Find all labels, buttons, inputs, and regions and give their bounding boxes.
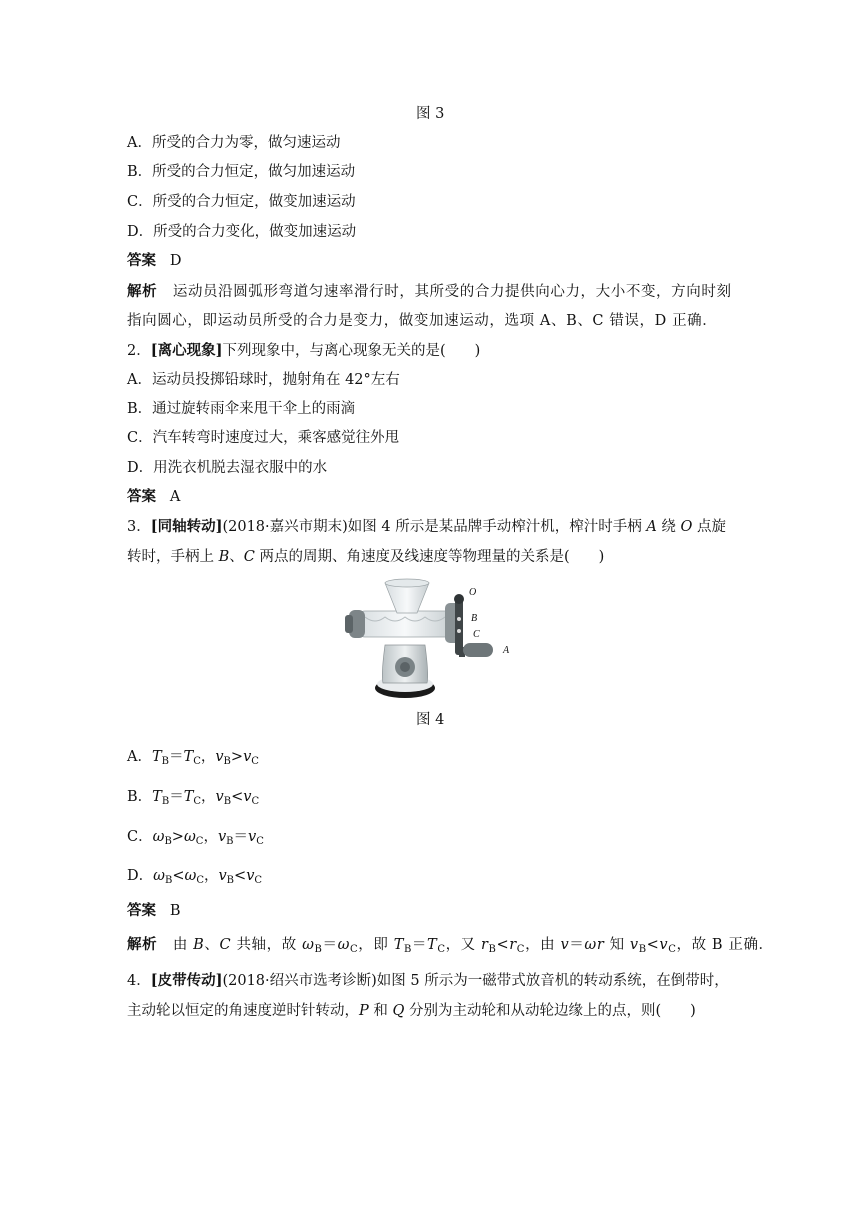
analysis-label: 解析 [127, 936, 158, 953]
sub: C [516, 944, 526, 955]
sym: r [481, 937, 489, 953]
sym: v [560, 937, 570, 953]
var-b: B [218, 549, 230, 565]
q3-stem-line1 [127, 517, 726, 537]
sym: T [152, 789, 162, 805]
q3-option-d [127, 866, 262, 886]
q3-tag: [同轴转动] [150, 518, 223, 535]
an-text: 由 [172, 937, 194, 953]
sub: B [223, 796, 232, 807]
op: ＝ [322, 937, 338, 953]
sub: B [164, 875, 173, 886]
sep: ， [201, 789, 216, 805]
sub: B [164, 836, 172, 847]
op: < [646, 937, 660, 953]
sym: v [218, 868, 227, 884]
sym: v [629, 937, 639, 953]
sub: B [314, 944, 323, 955]
answer-value: D [169, 253, 182, 269]
sep: ， [200, 749, 216, 765]
sym: ω [302, 937, 315, 953]
an-text: ，故 B 正确． [676, 937, 774, 953]
sub: B [403, 944, 412, 955]
sep: ， [203, 868, 219, 884]
op: < [496, 937, 510, 953]
op: < [231, 789, 244, 805]
an-text: ，又 [445, 937, 481, 953]
pivot-o [454, 594, 464, 604]
sub: B [161, 756, 170, 767]
q3-stem-text: 点旋 [692, 519, 727, 535]
sym: v [248, 829, 257, 845]
sub: B [223, 756, 231, 767]
var-a: A [646, 519, 657, 535]
option-letter: C． [127, 829, 153, 845]
q1-analysis-line1 [127, 282, 732, 302]
q2-option-a: A．运动员投掷铅球时，抛射角在 42°左右 [127, 372, 400, 388]
q1-option-d: D．所受的合力变化，做变加速运动 [127, 224, 357, 240]
answer-value: A [169, 489, 181, 505]
q3-option-b [127, 787, 259, 807]
label-c: C [473, 629, 480, 640]
q1-option-b: B．所受的合力恒定，做匀加速运动 [127, 164, 356, 180]
sub: B [226, 836, 234, 847]
sub: C [251, 756, 259, 767]
sym: T [183, 749, 194, 765]
sub: B [226, 875, 235, 886]
q3-stem-text: 两点的周期、角速度及线速度等物理量的关系是( ) [254, 549, 605, 565]
figure-3-caption: 图 3 [416, 106, 445, 122]
q2-option-d: D．用洗衣机脱去湿衣服中的水 [127, 460, 328, 476]
op: > [171, 829, 184, 845]
option-letter: B． [127, 789, 153, 805]
sub: C [668, 944, 677, 955]
label-o: O [469, 587, 477, 598]
q2-stem [127, 341, 480, 361]
option-letter: A． [127, 749, 152, 765]
op: ＝ [233, 829, 248, 845]
q4-stem-text: 分别为主动轮和从动轮边缘上的点，则( ) [404, 1003, 696, 1019]
q4-stem-line2 [127, 1001, 696, 1021]
sym: T [183, 789, 194, 805]
q4-stem-text: (2018·绍兴市选考诊断)如图 5 所示为一磁带式放音机的转动系统，在倒带时， [222, 973, 729, 989]
sym: v [246, 868, 255, 884]
sym: v [659, 937, 669, 953]
q3-option-c [127, 827, 264, 847]
q3-stem-text: (2018·嘉兴市期末)如图 4 所示是某品牌手动榨汁机，榨汁时手柄 [222, 519, 647, 535]
sub: C [437, 944, 446, 955]
crank-handle [463, 643, 493, 657]
analysis-label: 解析 [127, 283, 158, 300]
sym: C [219, 937, 232, 953]
var-q: Q [392, 1003, 405, 1019]
sym: v [217, 829, 227, 845]
sub: C [193, 756, 201, 767]
an-text: ，由 [525, 937, 561, 953]
q1-analysis-line2: 指向圆心，即运动员所受的合力是变力，做变加速运动，选项 A、B、C 错误，D 正确． [127, 313, 718, 329]
sym: r [509, 937, 517, 953]
sym: ω [183, 829, 196, 845]
figure-4-caption: 图 4 [416, 712, 445, 728]
an-text: 共轴，故 [231, 937, 303, 953]
q4-number: 4． [127, 973, 151, 989]
option-letter: D． [127, 868, 154, 884]
label-a: A [503, 645, 510, 656]
q3-number: 3． [127, 519, 151, 535]
an-text: 、 [204, 937, 220, 953]
answer-label: 答案 [127, 488, 156, 505]
an-text: 知 [604, 937, 630, 953]
q3-stem-text: 转时，手柄上 [127, 549, 219, 565]
answer-label: 答案 [127, 902, 156, 919]
auger-barrel [357, 611, 453, 637]
sym: ω [152, 829, 165, 845]
sub: B [488, 944, 497, 955]
sep: ， [203, 829, 218, 845]
q3-option-a [127, 747, 259, 767]
var-o: O [680, 519, 693, 535]
q1-option-a: A．所受的合力为零，做匀速运动 [127, 135, 341, 151]
op: < [172, 868, 185, 884]
sub: C [193, 796, 202, 807]
sym: ω [184, 868, 197, 884]
sub: B [161, 796, 170, 807]
answer-value: B [169, 903, 181, 919]
analysis-text: 运动员沿圆弧形弯道匀速率滑行时，其所受的合力提供向心力，大小不变，方向时刻 [172, 284, 732, 300]
label-b: B [471, 613, 478, 624]
op: ＝ [169, 789, 184, 805]
q4-tag: [皮带传动] [150, 972, 223, 989]
var-c: C [243, 549, 255, 565]
op: ＝ [169, 749, 184, 765]
sub: C [195, 836, 204, 847]
sym: v [215, 789, 224, 805]
sub: C [251, 796, 260, 807]
q2-tag: [离心现象] [150, 342, 223, 359]
q2-answer [127, 487, 180, 507]
q3-stem-text: 绕 [656, 519, 681, 535]
q2-number: 2． [127, 343, 151, 359]
q1-answer [127, 251, 181, 271]
sym: T [393, 937, 404, 953]
answer-label: 答案 [127, 252, 156, 269]
sym: v [243, 789, 252, 805]
an-text: ，即 [358, 937, 394, 953]
q3-answer [127, 901, 180, 921]
sym: T [427, 937, 438, 953]
sym: B [193, 937, 205, 953]
sym: ω [153, 868, 165, 884]
var-p: P [359, 1003, 369, 1019]
sub: B [638, 944, 647, 955]
op: ＝ [569, 937, 585, 953]
q4-stem-text: 主动轮以恒定的角速度逆时针转动， [127, 1003, 359, 1019]
q3-analysis [127, 935, 774, 955]
juicer-figure [345, 575, 520, 703]
q3-stem-line2 [127, 547, 604, 567]
q1-option-c: C．所受的合力恒定，做变加速运动 [127, 194, 356, 210]
sub: C [350, 944, 359, 955]
q2-option-b: B．通过旋转雨伞来甩干伞上的雨滴 [127, 401, 356, 417]
sub: C [256, 836, 264, 847]
op: ＝ [411, 937, 428, 953]
sym: ω [337, 937, 350, 953]
sub: C [254, 875, 263, 886]
op: < [234, 868, 247, 884]
q2-stem-text: 下列现象中，与离心现象无关的是( ) [222, 343, 481, 359]
hopper [385, 583, 429, 613]
sym: v [243, 749, 252, 765]
sym: ω [584, 937, 597, 953]
q3-stem-text: 、 [229, 549, 244, 565]
sym: r [596, 937, 605, 953]
q4-stem-text: 和 [368, 1003, 393, 1019]
op: > [230, 749, 244, 765]
sym: T [151, 749, 162, 765]
q2-option-c: C．汽车转弯时速度过大，乘客感觉往外甩 [127, 430, 400, 446]
q4-stem-line1 [127, 971, 729, 991]
sym: v [215, 749, 224, 765]
sub: C [196, 875, 204, 886]
